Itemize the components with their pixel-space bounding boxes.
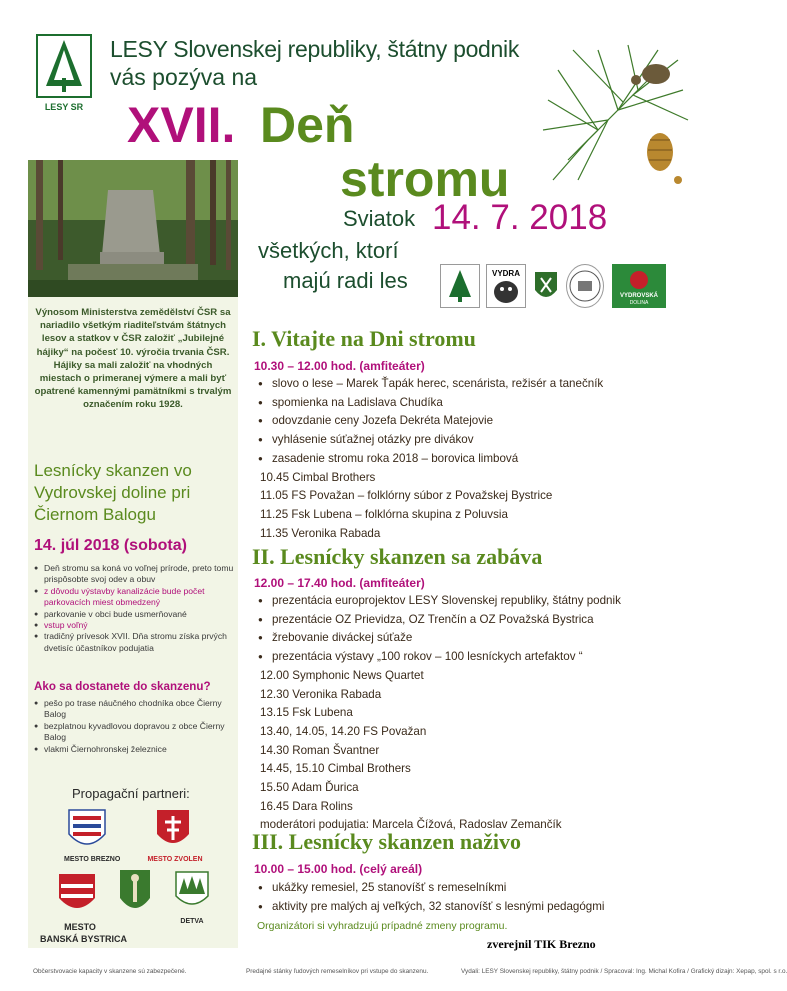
how-item: ● pešo po trase náučného chodníka obce Čierny Balog — [34, 698, 234, 721]
organizers-note: Organizátori si vyhradzujú prípadné zmeny programu. — [257, 920, 508, 932]
program-item: ● prezentácia výstavy „100 rokov – 100 lesníckych artefaktov “ — [256, 648, 686, 667]
detva-label: DETVA — [180, 918, 204, 925]
skanzen-title: Lesnícky skanzen vo Vydrovskej doline pri Čiernom Balogu — [34, 461, 192, 524]
pine-branch-illustration — [538, 40, 690, 190]
banska-bystrica-label-1: MESTO — [64, 922, 96, 932]
vydrovska-label: VYDROVSKÁ — [619, 293, 659, 299]
intro-text: Výnosom Ministerstva zemědělství ČSR sa nariadilo všetkým riaditeľstvám štátnych lesov a statkov v ČSR založiť „Jubilejné hájiky“ na počesť 10. výročia trvania ČSR. Hájiky sa mali založiť na vhodných miestach o primeranej výmere a mali byť opatrené kamennými pamätníkmi s trvalým označením roku 1928. — [34, 307, 232, 411]
detva-crest-icon — [174, 870, 210, 917]
section-2-time: 12.00 – 17.40 hod. (amfiteáter) — [254, 576, 425, 590]
program-item: 13.15 Fsk Lubena — [260, 706, 353, 720]
program-item: 14.45, 15.10 Cimbal Brothers — [260, 762, 411, 776]
info-item: ● tradičný prívesok XVII. Dňa stromu získa prvých dvetisíc účastníkov podujatia — [34, 631, 234, 654]
logo-text: LESY SR — [44, 102, 84, 112]
tagline-1: všetkých, ktorí — [258, 238, 399, 263]
program-item: 11.05 FS Považan – folklórny súbor z Považskej Bystrice — [260, 489, 553, 503]
vydra-label: VYDRA — [491, 269, 521, 278]
brezno-label: MESTO BREZNO — [64, 856, 121, 863]
zvolen-crest-icon — [155, 808, 191, 857]
info-item: ● parkovanie v obci bude usmerňované — [34, 609, 234, 620]
tagline-2: majú radi les — [283, 268, 408, 293]
section-2-heading: II. Lesnícky skanzen sa zabáva — [252, 544, 543, 569]
title-number: XVII. — [127, 97, 236, 153]
program-item: 11.35 Veronika Rabada — [260, 526, 381, 540]
info-item: ● z dôvodu výstavby kanalizácie bude počet parkovacích miest obmedzený — [34, 586, 234, 609]
how-item: ● bezplatnou kyvadlovou dopravou z obce Čierny Balog — [34, 721, 234, 744]
program-item: moderátori podujatia: Marcela Čížová, Radoslav Zemančík — [260, 818, 562, 832]
program-item: ● spomienka na Ladislava Chudíka — [256, 394, 686, 413]
brezno-crest-icon — [67, 808, 107, 859]
banska-bystrica-label-2: BANSKÁ BYSTRICA — [40, 934, 128, 944]
dolina-label: DOLINA — [629, 300, 649, 306]
program-item: ● žrebovanie diváckej súťaže — [256, 629, 686, 648]
how-item: ● vlakmi Čiernohronskej železnice — [34, 744, 234, 755]
program-item: ● odovzdanie ceny Jozefa Dekréta Matejovie — [256, 412, 686, 431]
program-item: ● prezentácia europrojektov LESY Slovenskej republiky, štátny podnik — [256, 592, 686, 611]
program-item: 12.00 Symphonic News Quartet — [260, 668, 424, 682]
program-item: ● slovo o lese – Marek Ťapák herec, scenárista, režisér a tanečník — [256, 375, 686, 394]
section-1-heading: I. Vitajte na Dni stromu — [252, 326, 476, 351]
program-item: 12.30 Veronika Rabada — [260, 687, 382, 701]
published-by: zverejnil TIK Brezno — [487, 937, 596, 951]
footer-col-2: Predajné stánky ľudových remeselníkov pri vstupe do skanzenu. — [246, 968, 429, 975]
footer-col-3: Vydali: LESY Slovenskej republiky, štátny podnik / Spracoval: Ing. Michal Kofira / Grafický dizajn: Xepap, spol. s r.o. — [461, 968, 787, 975]
info-item: ● Deň stromu sa koná vo voľnej prírode, preto tomu prispôsobte svoj odev a obuv — [34, 563, 234, 586]
program-item: 16.45 Dara Rolins — [260, 799, 353, 813]
program-item: ● ukážky remesiel, 25 stanovíšť s remeselníkmi — [256, 879, 686, 898]
partner-logo-crest — [531, 264, 561, 308]
section-3-program — [256, 879, 686, 916]
program-item: 15.50 Adam Ďurica — [260, 781, 359, 795]
sviatok-label: Sviatok — [343, 206, 416, 231]
event-date: 14. 7. 2018 — [432, 198, 608, 237]
section-3-time: 10.00 – 15.00 hod. (celý areál) — [254, 862, 423, 876]
partner-logo-vydra — [486, 264, 526, 308]
program-item: ● aktivity pre malých aj veľkých, 32 stanovíšť s lesnými pedagógmi — [256, 898, 686, 917]
how-list — [34, 698, 234, 755]
banska-bystrica-crest-icon — [57, 872, 97, 923]
program-item: 11.25 Fsk Lubena – folklórna skupina z Poluvsia — [260, 507, 508, 521]
program-item: 10.45 Cimbal Brothers — [260, 470, 376, 484]
org-line: LESY Slovenskej republiky, štátny podnik — [110, 36, 520, 62]
memorial-stone-photo — [28, 160, 238, 297]
program-item: ● prezentácie OZ Prievidza, OZ Trenčín a OZ Považská Bystrica — [256, 611, 686, 630]
partners-title: Propagační partneri: — [72, 786, 190, 801]
section-1-time: 10.30 – 12.00 hod. (amfiteáter) — [254, 359, 425, 373]
title-word-stromu: stromu — [340, 151, 510, 207]
partner-logo-skanzen — [440, 264, 480, 308]
program-item: ● vyhlásenie súťažnej otázky pre divákov — [256, 431, 686, 450]
partner-logo-seal — [566, 264, 604, 308]
lesy-sr-logo — [36, 34, 92, 116]
invite-line: vás pozýva na — [110, 64, 258, 90]
info-item: ● vstup voľný — [34, 620, 234, 631]
section-1-program — [256, 375, 686, 543]
footer-col-1: Občerstvovacie kapacity v skanzene sú zabezpečené. — [33, 968, 187, 975]
zvolen-label: MESTO ZVOLEN — [147, 856, 203, 863]
skanzen-date: 14. júl 2018 (sobota) — [34, 537, 187, 554]
section-2-program — [256, 592, 686, 835]
partner-logo-vydrovska-dolina — [612, 264, 666, 308]
how-to-get-title: Ako sa dostanete do skanzenu? — [34, 680, 211, 693]
section-3-heading: III. Lesnícky skanzen naživo — [252, 829, 521, 854]
program-item: 14.30 Roman Švantner — [260, 743, 380, 757]
cierny-balog-crest-icon — [118, 868, 152, 923]
program-item: 13.40, 14.05, 14.20 FS Považan — [260, 724, 427, 738]
program-item: ● zasadenie stromu roka 2018 – borovica limbová — [256, 450, 686, 469]
title-word-den: Deň — [260, 97, 355, 153]
info-list — [34, 563, 234, 654]
